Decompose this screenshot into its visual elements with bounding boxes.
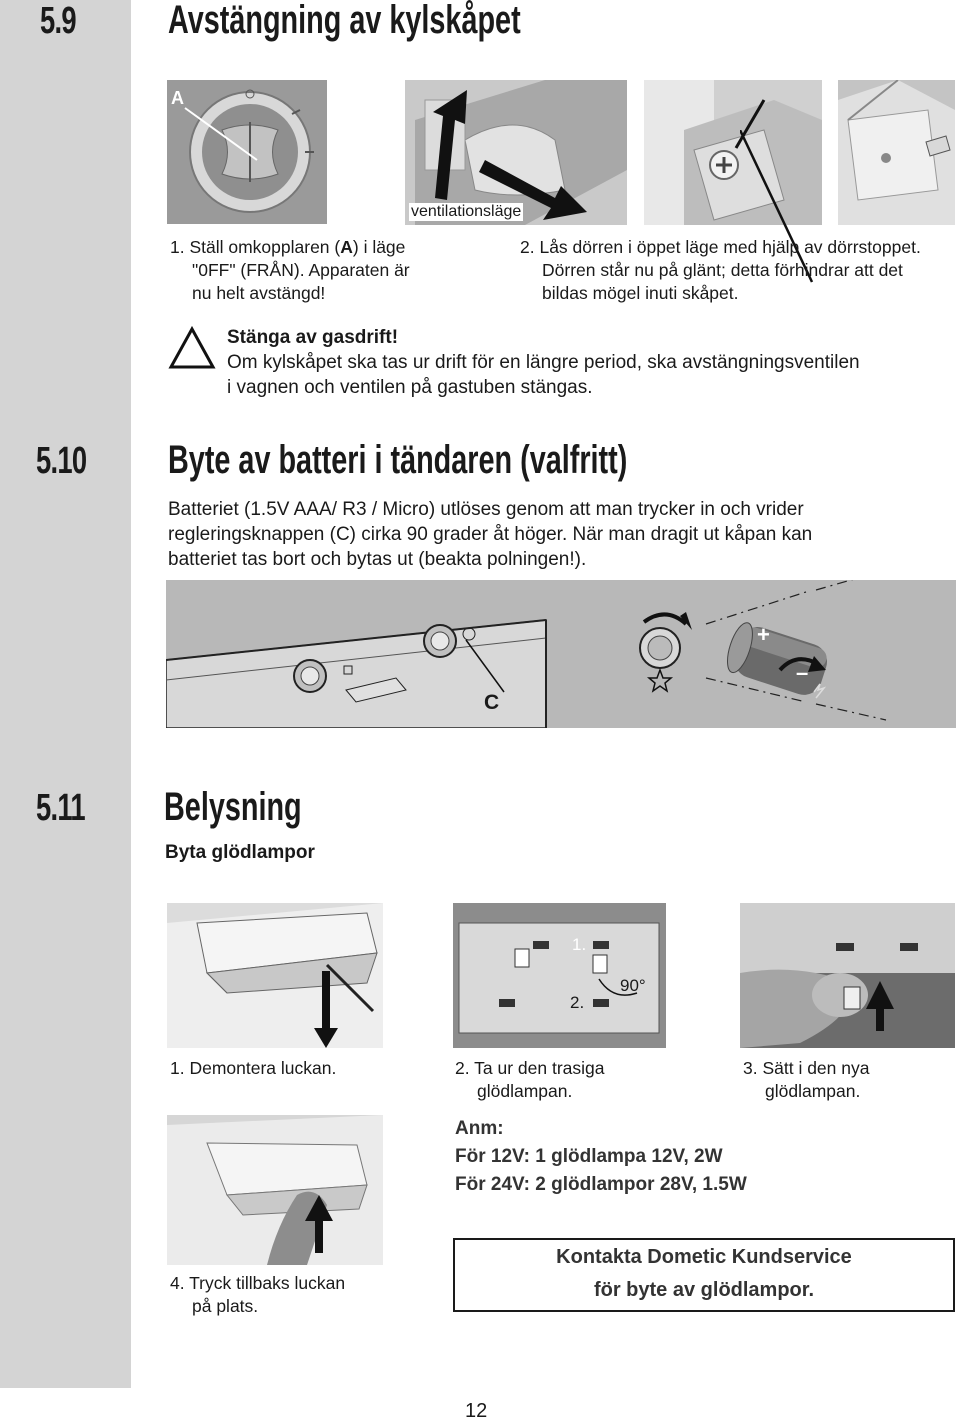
step-1-text-b: ) i läge [352,237,406,257]
battery-text-2: regleringsknappen (C) cirka 90 grader åt höger. När man dragit ut kåpan kan [168,524,813,545]
section-number-5-9: 5.9 [40,0,76,42]
lamp-step-2-line-2: glödlampan. [477,1081,573,1101]
label-a: A [171,88,184,108]
service-contact-line-1: Kontakta Dometic Kundservice [556,1246,852,1268]
left-margin-bar [0,0,131,1388]
replace-cover-photo [167,1115,383,1265]
lamp-step-1-caption: 1. Demontera luckan. [170,1058,337,1078]
lamp-step-4-line-2: på plats. [192,1296,259,1316]
step-2-line-3: bildas mögel inuti skåpet. [542,283,739,303]
lamp-step-2-caption [455,1057,605,1103]
battery-plus-label: + [757,622,770,647]
step-1-line-2: "0FF" (FRÅN). Apparaten är [192,260,410,280]
battery-minus-label: – [796,660,809,685]
battery-text-1: Batteriet (1.5V AAA/ R3 / Micro) utlöses genom att man trycker in och vrider [168,499,804,520]
step-1-text-a: 1. Ställ omkopplaren ( [170,237,341,257]
label-ventilation: ventilationsläge [411,203,522,220]
page-number: 12 [465,1400,488,1420]
warning-text-1: Om kylskåpet ska tas ur drift för en längre period, ska avstängningsventilen [227,352,860,373]
lamp-step-4-line-1: 4. Tryck tillbaks luckan [170,1273,346,1293]
label-step-2: 2. [570,993,585,1012]
section-number-5-11: 5.11 [36,787,85,829]
step-2-caption [520,236,921,305]
igniter-battery-illustration [166,580,956,728]
insert-bulb-photo [740,903,955,1048]
label-step-1: 1. [572,935,587,954]
lamp-step-3-line-1: 3. Sätt i den nya [743,1058,870,1078]
lamp-step-2-line-1: 2. Ta ur den trasiga [455,1058,605,1078]
lamp-step-3-line-2: glödlampan. [765,1081,861,1101]
step-1-label-a: A [340,237,353,257]
switch-knob-photo [167,80,327,224]
lamp-step-3-caption [743,1057,869,1103]
warning-text-2: i vagnen och ventilen på gastuben stängas. [227,377,593,398]
label-90-degrees: 90° [620,976,646,995]
lamp-step-4-caption [170,1272,345,1318]
step-2-line-2: Dörren står nu på glänt; detta förhindrar att det [542,260,903,280]
step-2-line-1: 2. Lås dörren i öppet läge med hjälp av dörrstoppet. [520,237,921,257]
battery-text-3: batteriet tas bort och bytas ut (beakta polningen!). [168,549,587,570]
label-c: C [484,691,500,714]
note-title: Anm: [455,1118,504,1139]
service-contact-box [453,1238,955,1312]
service-contact-line-2: för byte av glödlampor. [593,1279,815,1301]
section-number-5-10: 5.10 [36,440,87,482]
remove-cover-photo [167,903,383,1048]
section-title-5-10: Byte av batteri i tändaren (valfritt) [168,438,628,482]
warning-triangle-icon [168,326,216,370]
section-title-5-11: Belysning [164,785,302,829]
section-title-5-9: Avstängning av kylskåpet [168,0,521,42]
step-1-line-3: nu helt avstängd! [192,283,326,303]
door-stop-latch-photo [838,80,955,225]
step-1-caption [170,236,410,305]
warning-title: Stänga av gasdrift! [227,327,399,348]
lamp-subtitle: Byta glödlampor [165,842,315,863]
note-12v: För 12V: 1 glödlampa 12V, 2W [455,1146,723,1167]
note-24v: För 24V: 2 glödlampor 28V, 1.5W [455,1174,747,1195]
